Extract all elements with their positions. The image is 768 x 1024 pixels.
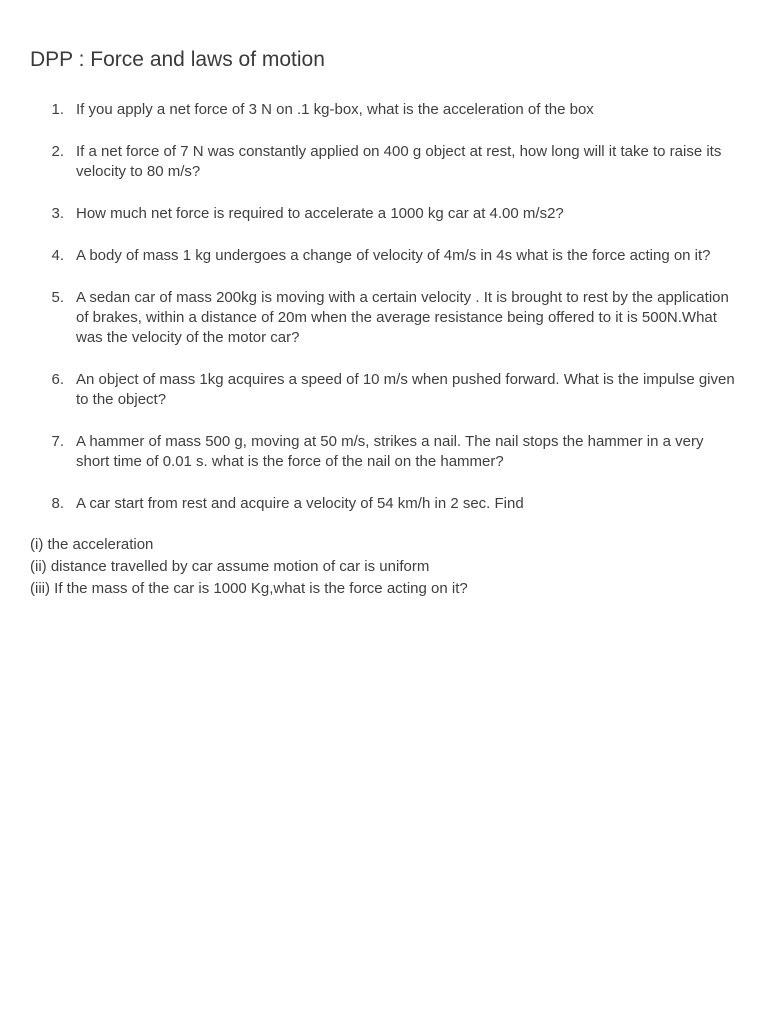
subpart-item: (iii) If the mass of the car is 1000 Kg,what is the force acting on it? [30, 580, 468, 597]
question-text: A car start from rest and acquire a velocity of 54 km/h in 2 sec. Find [76, 495, 524, 512]
question-number: 4. [51, 247, 64, 264]
question-number: 6. [51, 371, 64, 388]
question-item [0, 142, 768, 182]
question-item [0, 288, 768, 348]
question-number: 1. [51, 101, 64, 118]
subpart-item: (i) the acceleration [30, 536, 154, 553]
question-item [0, 370, 768, 410]
question-text: A sedan car of mass 200kg is moving with a certain velocity . It is brought to rest by the application of brakes, within a distance of 20m when the average resistance being offered to it is 500N.What was the velocity of the motor car? [76, 289, 729, 346]
question-item [0, 494, 768, 514]
question-8-subparts [30, 534, 468, 600]
question-list [0, 100, 768, 514]
question-text: A hammer of mass 500 g, moving at 50 m/s, strikes a nail. The nail stops the hammer in a very short time of 0.01 s. what is the force of the nail on the hammer? [76, 433, 704, 470]
question-item [0, 100, 768, 120]
question-number: 8. [51, 495, 64, 512]
question-item [0, 432, 768, 472]
question-text: An object of mass 1kg acquires a speed of 10 m/s when pushed forward. What is the impulse given to the object? [76, 371, 735, 408]
question-text: A body of mass 1 kg undergoes a change of velocity of 4m/s in 4s what is the force acting on it? [76, 247, 711, 264]
question-number: 2. [51, 143, 64, 160]
question-number: 5. [51, 289, 64, 306]
question-text: How much net force is required to accelerate a 1000 kg car at 4.00 m/s2? [76, 205, 564, 222]
question-number: 7. [51, 433, 64, 450]
page-title: DPP : Force and laws of motion [30, 48, 325, 71]
question-item [0, 246, 768, 266]
question-text: If a net force of 7 N was constantly applied on 400 g object at rest, how long will it take to raise its velocity to 80 m/s? [76, 143, 722, 180]
question-item [0, 204, 768, 224]
question-text: If you apply a net force of 3 N on .1 kg-box, what is the acceleration of the box [76, 101, 594, 118]
subpart-item: (ii) distance travelled by car assume motion of car is uniform [30, 558, 430, 575]
question-number: 3. [51, 205, 64, 222]
